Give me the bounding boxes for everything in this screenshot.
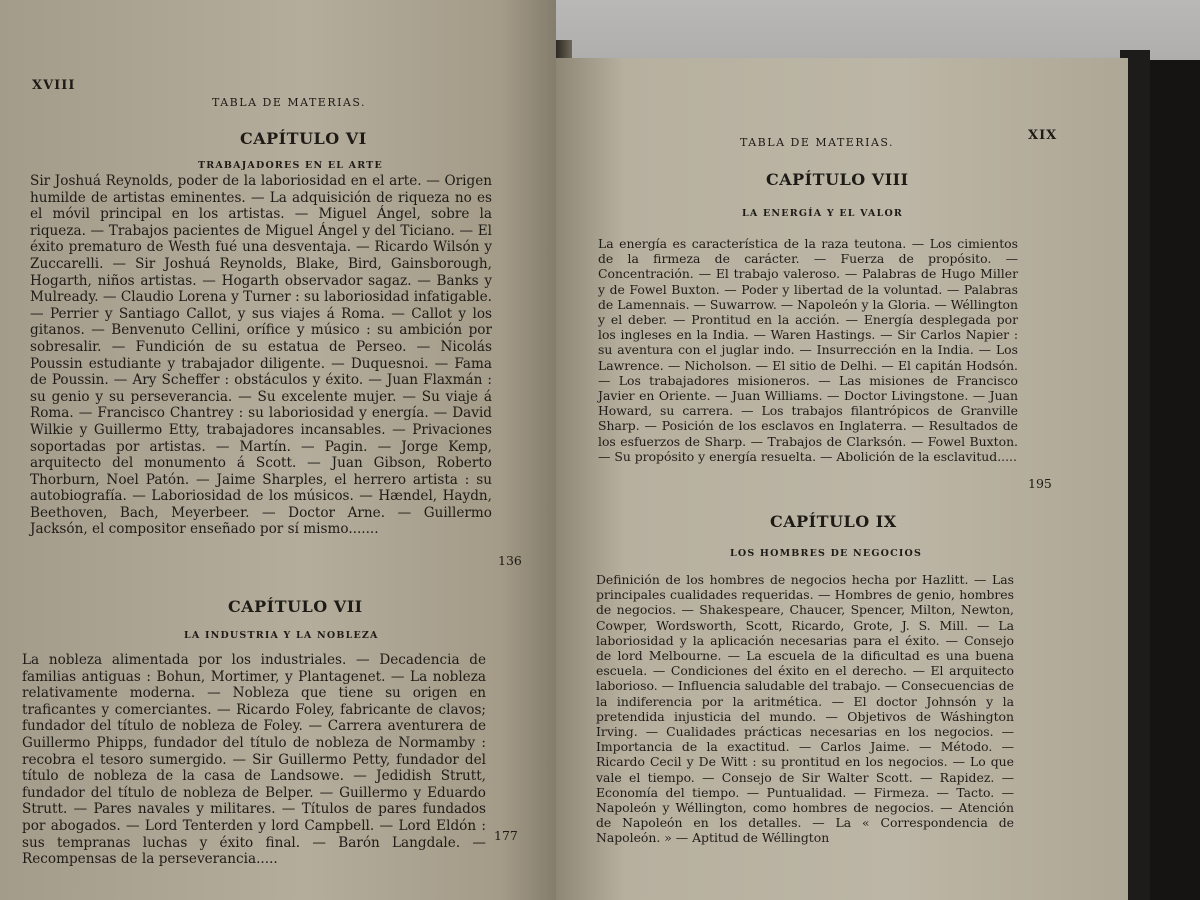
- chapter-viii-subtitle: LA ENERGÍA Y EL VALOR: [742, 208, 904, 219]
- chapter-ix-subtitle: LOS HOMBRES DE NEGOCIOS: [730, 548, 923, 559]
- right-page: [556, 58, 1128, 900]
- chapter-viii-summary: La energía es característica de la raza teutona. — Los cimientos de la firmeza de carácter. — Fuerza de propósito. — Concentración. — El trabajo valeroso. — Palabras de Hugo Miller y de Fowel Buxton. — Poder y libertad de la voluntad. — Palabras de Lamennais. — Suwarrow. — Napoleón y la Gloria. — Wéllington y el deber. — Prontitud en la acción. — Energía desplegada por los ingleses en la India. — Waren Hastings. — Sir Carlos Napier : su aventura con el juglar indo. — Insurrección en la India. — Los Lawrence. — Nicholson. — El sitio de Delhi. — El capitán Hodsón. — Los trabajadores misioneros. — Las misiones de Francisco Javier en Oriente. — Juan Williams. — Doctor Livingstone. — Juan Howard, su carrera. — Los trabajos filantrópicos de Granville Sharp. — Posición de los esclavos en Inglaterra. — Resultados de los esfuerzos de Sharp. — Trabajos de Clarksón. — Fowel Buxton. — Su propósito y energía resuelta. — Abolición de la esclavitud.....: [598, 236, 1018, 464]
- chapter-vi-summary: Sir Joshuá Reynolds, poder de la laboriosidad en el arte. — Origen humilde de artistas eminentes. — La adquisición de riqueza no es el móvil principal en los artistas. — Miguel Ángel, sobre la riqueza. — Trabajos pacientes de Miguel Ángel y del Ticiano. — El éxito prematuro de Westh fué una desventaja. — Ricardo Wilsón y Zuccarelli. — Sir Joshuá Reynolds, Blake, Bird, Gainsborough, Hogarth, niños artistas. — Hogarth observador sagaz. — Banks y Mulready. — Claudio Lorena y Turner : su laboriosidad infatigable. — Perrier y Santiago Callot, y sus viajes á Roma. — Callot y los gitanos. — Benvenuto Cellini, orífice y músico : su ambición por sobresalir. — Fundición de su estatua de Perseo. — Nicolás Poussin estudiante y trabajador diligente. — Duquesnoi. — Fama de Poussin. — Ary Scheffer : obstáculos y éxito. — Juan Flaxmán : su genio y su perseverancia. — Su excelente mujer. — Su viaje á Roma. — Francisco Chantrey : su laboriosidad y energía. — David Wilkie y Guillermo Etty, trabajadores incansables. — Privaciones soportadas por artistas. — Martín. — Pagin. — Jorge Kemp, arquitecto del monumento á Scott. — Juan Gibson, Roberto Thorburn, Noel Patón. — Jaime Sharples, el herrero artista : su autobiografía. — Laboriosidad de los músicos. — Hændel, Haydn, Beethoven, Bach, Meyerbeer. — Doctor Arne. — Guillermo Jacksón, el compositor enseñado por sí mismo.......: [30, 173, 492, 538]
- left-folio: XVIII: [32, 78, 76, 93]
- right-folio: XIX: [1028, 128, 1058, 143]
- left-page: [0, 0, 556, 900]
- chapter-vi-heading: CAPÍTULO VI: [240, 129, 367, 148]
- chapter-ix-heading: CAPÍTULO IX: [770, 512, 897, 531]
- chapter-ix-summary: Definición de los hombres de negocios hecha por Hazlitt. — Las principales cualidades requeridas. — Hombres de genio, hombres de negocios. — Shakespeare, Chaucer, Spencer, Milton, Newton, Cowper, Wordsworth, Scott, Ricardo, Grote, J. S. Mill. — La laboriosidad y la aplicación necesarias para el éxito. — Consejo de lord Melbourne. — La escuela de la dificultad es una buena escuela. — Condiciones del éxito en el derecho. — El arquitecto laborioso. — Influencia saludable del trabajo. — Consecuencias de la indiferencia por la aritmética. — El doctor Johnsón y la pretendida injusticia del mundo. — Objetivos de Wáshington Irving. — Cualidades prácticas necesarias en los negocios. — Importancia de la exactitud. — Carlos Jaime. — Método. — Ricardo Cecil y De Witt : su prontitud en los negocios. — Lo que vale el tiempo. — Consejo de Sir Walter Scott. — Rapidez. — Economía del tiempo. — Puntualidad. — Firmeza. — Tacto. — Napoleón y Wéllington, como hombres de negocios. — Atención de Napoleón en los detalles. — La « Correspondencia de Napoleón. » — Aptitud de Wéllington: [596, 572, 1014, 846]
- left-running-head: TABLA DE MATERIAS.: [212, 96, 367, 109]
- right-running-head: TABLA DE MATERIAS.: [740, 136, 895, 149]
- chapter-vii-summary: La nobleza alimentada por los industriales. — Decadencia de familias antiguas : Bohun, Mortimer, y Plantagenet. — La nobleza relativamente moderna. — Nobleza que tiene su origen en traficantes y comerciantes. — Ricardo Foley, fabricante de clavos; fundador del título de nobleza de Foley. — Carrera aventurera de Guillermo Phipps, fundador del título de nobleza de Normamby : recobra el tesoro sumergido. — Sir Guillermo Petty, fundador del título de nobleza de la casa de Landsowe. — Jedidish Strutt, fundador del título de nobleza de Belper. — Guillermo y Eduardo Strutt. — Pares navales y militares. — Títulos de pares fundados por abogados. — Lord Tenterden y lord Campbell. — Lord Eldón : sus tempranas luchas y éxito final. — Barón Langdale. — Recompensas de la perseverancia.....: [22, 652, 486, 868]
- chapter-viii-heading: CAPÍTULO VIII: [766, 170, 909, 189]
- chapter-vi-page-number: 136: [498, 553, 522, 568]
- chapter-vi-subtitle: TRABAJADORES EN EL ARTE: [198, 160, 383, 171]
- chapter-vii-heading: CAPÍTULO VII: [228, 597, 363, 616]
- chapter-vii-page-number: 177: [494, 828, 518, 843]
- chapter-viii-page-number: 195: [1028, 476, 1052, 491]
- chapter-vii-subtitle: LA INDUSTRIA Y LA NOBLEZA: [184, 630, 379, 641]
